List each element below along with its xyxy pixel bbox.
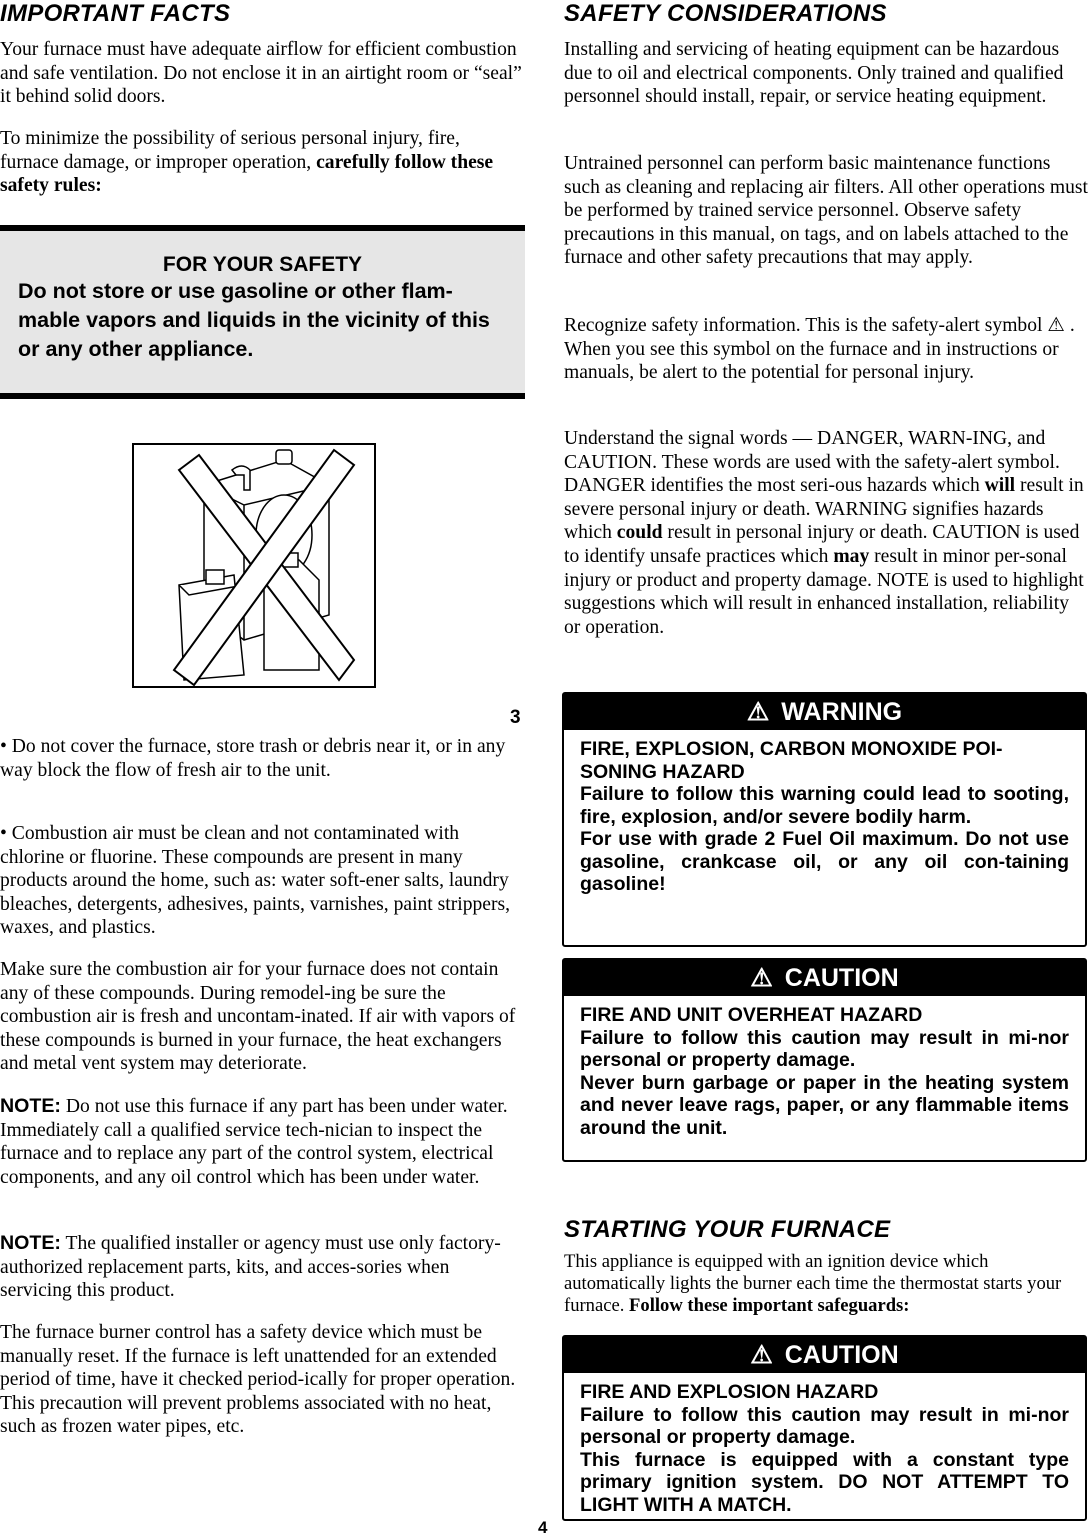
emphasis-text: could: [616, 522, 663, 544]
text-segment: Make sure the combustion air for your furnace does not contain any of these compounds. During remodel-ing be sure the combustion air is fresh and uncontam-inated. If air with vapors of these compounds is burned in your furnace, the heat exchangers and metal vent system may deteriorate.: [0, 959, 516, 1075]
text-segment: Recognize safety information. This is the safety-alert symbol ⚠ . When you see this symbol on the furnace and in instructions or manuals, be alert to the potential for personal injury.: [564, 315, 1075, 384]
for-your-safety-box: [0, 225, 525, 399]
warning-triangle-icon: ⚠: [750, 964, 773, 992]
text-segment: This appliance is equipped with an ignition device which automatically lights the burner each time the thermostat starts your furnace.: [564, 1251, 1062, 1316]
hazard-text: Failure to follow this caution may result in mi-nor personal or property damage.: [580, 1026, 1069, 1071]
paragraph: [564, 1251, 1089, 1317]
emphasis-text: NOTE:: [0, 1095, 61, 1117]
caution-box: [562, 1335, 1087, 1521]
emphasis-text: will: [984, 475, 1016, 497]
text-segment: result in minor per-sonal injury or product and property damage. NOTE is used to highlight suggestions which will result in enhanced installation, reliability or operation.: [564, 545, 1084, 638]
hazard-text: Failure to follow this warning could lead to sooting, fire, explosion, and/or severe bodily harm.: [580, 783, 1069, 828]
warning-box: [562, 692, 1087, 947]
text-segment: To minimize the possibility of serious personal injury, fire, furnace damage, or improper operation,: [0, 128, 460, 173]
note-paragraph: [0, 1232, 522, 1303]
hazard-text: Failure to follow this caution may result in mi-nor personal or property damage.: [580, 1403, 1069, 1448]
page-number: 4: [538, 1518, 548, 1537]
text-segment: • Combustion air must be clean and not contaminated with chlorine or fluorine. These compounds are present in many products around the home, such as: water soft-ener salts, laundry bleaches, detergents, adhesives, paints, varnishes, paint strippers, waxes, and plastics.: [0, 823, 511, 939]
bullet-paragraph: [0, 822, 522, 940]
paragraph: [564, 152, 1089, 270]
hazard-title: FIRE AND EXPLOSION HAZARD: [580, 1381, 879, 1403]
text-segment: Understand the signal words — DANGER, WARN-ING, and CAUTION. These words are used with the safety-alert symbol. DANGER identifies the most seri-ous hazards which: [564, 428, 1060, 497]
paragraph: [564, 314, 1089, 385]
hazard-title: FIRE AND UNIT OVERHEAT HAZARD: [580, 1004, 923, 1026]
emphasis-text: may: [833, 545, 870, 567]
text-segment: result in personal injury or death. CAUTION is used to identify unsafe practices which: [564, 522, 1080, 567]
warning-label: WARNING: [781, 698, 903, 726]
no-gasoline-cans-illustration: [132, 443, 376, 688]
text-segment: Installing and servicing of heating equipment can be hazardous due to oil and electrical components. Only trained and qualified personnel should install, repair, or service heating equipment.: [564, 39, 1064, 108]
emphasis-text: NOTE:: [0, 1232, 61, 1254]
text-segment: The furnace burner control has a safety device which must be manually reset. If the furnace is left unattended for an extended period of time, have it checked period-ically for proper operation. This precaution will prevent problems associated with no heat, such as frozen water pipes, etc.: [0, 1322, 516, 1438]
bullet-paragraph: [0, 735, 522, 782]
caution-box: [562, 958, 1087, 1162]
important-facts-heading: IMPORTANT FACTS: [0, 0, 231, 27]
text-segment: • Do not cover the furnace, store trash or debris near it, or in any way block the flow of fresh air to the unit.: [0, 736, 506, 781]
crossed-out-fuel-cans-icon: [134, 445, 374, 686]
caution-label: CAUTION: [784, 964, 899, 992]
paragraph: [0, 958, 522, 1076]
hazard-text: Never burn garbage or paper in the heating system and never leave rags, paper, or any flammable items around the unit.: [580, 1071, 1069, 1139]
safety-box-body: Do not store or use gasoline or other flam-mable vapors and liquids in the vicinity of this or any other appliance.: [18, 279, 490, 361]
paragraph: [564, 38, 1089, 109]
hazard-title: FIRE, EXPLOSION, CARBON MONOXIDE POI-SONING HAZARD: [580, 738, 1003, 783]
safety-box-title: FOR YOUR SAFETY: [162, 253, 363, 276]
emphasis-text: carefully follow these safety rules:: [0, 151, 494, 197]
warning-triangle-icon: ⚠: [750, 1341, 773, 1369]
warning-triangle-icon: ⚠: [746, 698, 770, 726]
hazard-text: For use with grade 2 Fuel Oil maximum. Do not use gasoline, crankcase oil, or any oil con-taining gasoline!: [580, 828, 1069, 895]
caution-label: CAUTION: [784, 1341, 899, 1369]
text-segment: Your furnace must have adequate airflow for efficient combustion and safe ventilation. Do not enclose it in an airtight room or “seal” it behind solid doors.: [0, 39, 522, 108]
starting-your-furnace-heading: STARTING YOUR FURNACE: [564, 1216, 891, 1243]
text-segment: Do not use this furnace if any part has been under water. Immediately call a qualified service tech-nician to inspect the furnace and to replace any part of the control system, electrical components, and any oil control which has been under water.: [0, 1096, 508, 1188]
paragraph: [0, 38, 522, 109]
text-segment: Untrained personnel can perform basic maintenance functions such as cleaning and replacing air filters. All other operations must be performed by trained service personnel. Observe safety precautions in this manual, on tags, and on labels attached to the furnace and other safety precautions that may apply.: [564, 153, 1088, 269]
paragraph: [0, 1321, 522, 1439]
text-segment: The qualified installer or agency must use only factory-authorized replacement parts, kits, and acces-sories when servicing this product.: [0, 1233, 501, 1302]
paragraph: [564, 427, 1089, 639]
emphasis-text: Follow these important safeguards:: [629, 1295, 910, 1316]
safety-considerations-heading: SAFETY CONSIDERATIONS: [564, 0, 887, 27]
note-paragraph: [0, 1095, 522, 1189]
figure-number: 3: [510, 707, 521, 728]
paragraph: [0, 127, 522, 198]
text-segment: result in severe personal injury or death. WARNING signifies hazards which: [564, 475, 1084, 544]
hazard-text: This furnace is equipped with a constant type primary ignition system. DO NOT ATTEMPT TO LIGHT WITH A MATCH.: [580, 1448, 1069, 1516]
